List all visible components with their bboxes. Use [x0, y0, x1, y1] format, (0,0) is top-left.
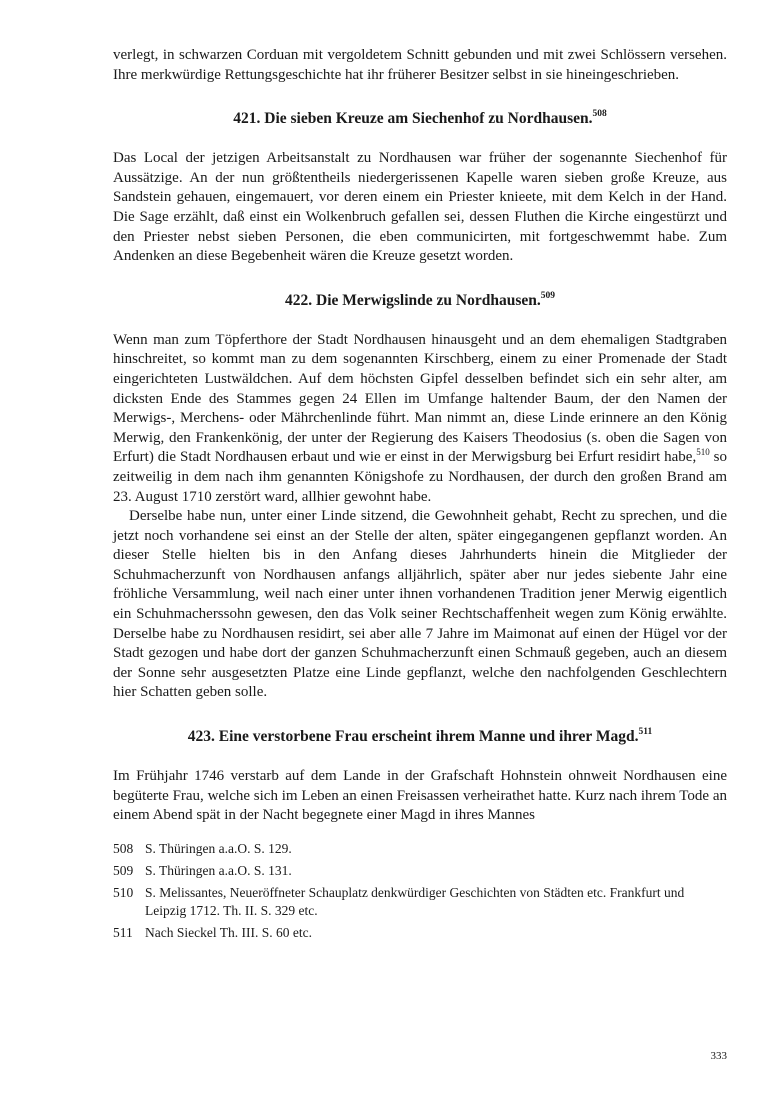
- section-422-paragraph-2: Derselbe habe nun, unter einer Linde sitzend, die Gewohnheit gehabt, Recht zu sprechen, und die jetzt noch vorhandene sei einst an der Stelle der alten, später eingegangenen gepflanzt worden. An dieser Stelle hielten bis in den Anfang dieses Jahrhunderts hinein die Mitglieder der Schuhmacherzunft von Nordhausen anfangs alljährlich, später aber nur jedes siebente Jahr eine fröhliche Versammlung, weil nach einer unter ihnen vorhandenen Tradition jener Merwig eigentlich ein Schuhmacherssohn gewesen, den das Volk seiner Rechtschaffenheit wegen zum König erwählte. Derselbe habe zu Nordhausen residirt, sei aber alle 7 Jahre im Maimonat auf einen der Hügel vor der Stadt gezogen und habe dort der ganzen Schuhmacherzunft einen Schmauß gegeben, auch an diesem der Sonne sehr ausgesetzten Platze eine Linde gepflanzt, welche den nachfolgenden Geschlechtern hier Schatten geben solle.: [113, 508, 727, 701]
- footnote-509: [113, 862, 727, 880]
- intro-paragraph: verlegt, in schwarzen Corduan mit vergoldetem Schnitt gebunden und mit zwei Schlössern versehen. Ihre merkwürdige Rettungsgeschichte hat ihr früherer Besitzer selbst in sie hineingeschrieben.: [113, 47, 727, 83]
- section-423-paragraph: Im Frühjahr 1746 verstarb auf dem Lande in der Grafschaft Hohnstein ohnweit Nordhausen eine begüterte Frau, welche sich im Leben an einen Freisassen verheirathet hatte. Kurz nach ihrem Tode an einem Abend spät in der Nacht begegnete einer Magd in ihres Mannes: [113, 768, 727, 824]
- footnote-ref[interactable]: 508: [592, 109, 607, 120]
- footnotes: [113, 840, 727, 942]
- footnote-text: Nach Sieckel Th. III. S. 60 etc.: [145, 924, 312, 940]
- footnote-508: [113, 840, 727, 858]
- section-422-paragraph-1: [113, 331, 727, 507]
- paragraph-text: Wenn man zum Töpferthore der Stadt Nordhausen hinausgeht und an dem ehemaligen Stadtgraben hinschreitet, so kommt man zu dem sogenannten Kirschberg, einem zu einer Promenade der Stadt eingerichteten Lustwäldchen. Auf dem höchsten Gipfel desselben befindet sich ein sehr alter, am dicksten Ende des Stammes gegen 24 Ellen im Umfange haltender Baum, der den Namen der Merwigs-, Merchens- oder Mährchenlinde führt. Man nimmt an, diese Linde erinnere an den König Merwig, den Frankenkönig, der unter der Regierung des Kaisers Theodosius (s. oben die Sagen von Erfurt) die Stadt Nordhausen erbaut und wie er einst in der Merwigsburg bei Erfurt residirt habe,: [113, 331, 727, 466]
- section-title-text: 422. Die Merwigslinde zu Nordhausen.: [285, 291, 541, 309]
- footnote-number: 510: [113, 884, 134, 900]
- footnote-number: 511: [113, 924, 133, 940]
- page-number: 333: [710, 1050, 727, 1062]
- footnote-text: S. Thüringen a.a.O. S. 129.: [145, 840, 292, 856]
- footnote-text: S. Thüringen a.a.O. S. 131.: [145, 862, 292, 878]
- section-title-422: [113, 291, 727, 311]
- section-title-421: [113, 109, 727, 129]
- page-content: [113, 46, 727, 946]
- footnote-510: [113, 884, 727, 920]
- footnote-ref[interactable]: 511: [638, 727, 653, 738]
- footnote-number: 508: [113, 840, 134, 856]
- footnote-number: 509: [113, 862, 134, 878]
- paragraph-text: so zeitweilig in dem nach ihm genannten Königshofe zu Nordhausen, der durch den großen Brand am 23. August 1710 zerstört ward, allhier gewohnt habe.: [113, 449, 727, 505]
- footnote-511: [113, 924, 727, 942]
- footnote-ref[interactable]: 510: [696, 447, 710, 458]
- section-421-paragraph: Das Local der jetzigen Arbeitsanstalt zu Nordhausen war früher der sogenannte Siechenhof für Aussätzige. An der nun größtentheils niedergerissenen Kapelle waren sieben große Kreuze, aus Sandstein gehauen, eingemauert, vor deren einem ein Priester knieete, mit dem Kelch in der Hand. Die Sage erzählt, daß einst ein Wolkenbruch gefallen sei, dessen Fluthen die Kirche eingestürzt und den Priester nebst sieben Personen, die eben communicirten, mit fortgeschwemmt habe. Zum Andenken an diese Begebenheit wären die Kreuze gesetzt worden.: [113, 150, 727, 265]
- section-title-423: [113, 727, 727, 747]
- section-title-text: 421. Die sieben Kreuze am Siechenhof zu Nordhausen.: [233, 110, 593, 128]
- footnote-ref[interactable]: 509: [540, 290, 555, 301]
- section-title-text: 423. Eine verstorbene Frau erscheint ihrem Manne und ihrer Magd.: [187, 728, 639, 746]
- footnote-text: S. Melissantes, Neueröffneter Schauplatz denkwürdiger Geschichten von Städten etc. Frankfurt und Leipzig 1712. Th. II. S. 329 etc.: [145, 884, 685, 918]
